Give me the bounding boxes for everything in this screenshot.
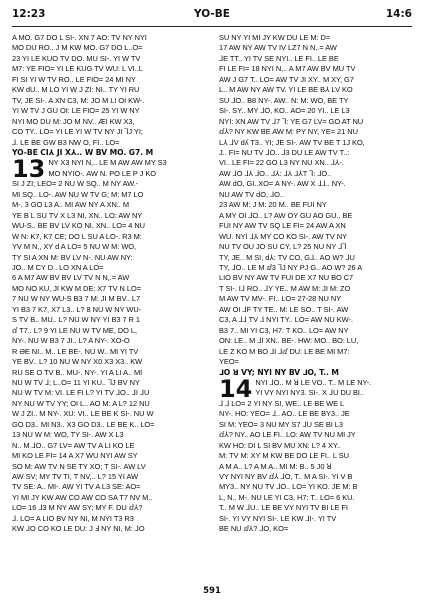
- text-line: FI LE FI= 18 NYI N,.. A M7 AW BV MU TV: [219, 64, 356, 74]
- text-line: RU SE O TV B.. MU-. NY-. YI A LI A.. MI: [12, 367, 143, 377]
- text-line: MY3.. NY NU TV ⅃O.. LO= YI KO. JE M: B: [219, 482, 358, 492]
- text-line: ⅃E TT.. YI TV SE NYI.. LE FI.. LE BE: [219, 53, 339, 63]
- header-right: 14:6: [385, 8, 412, 20]
- page-header: [12, 8, 412, 22]
- text-line: M-. 3 GO L3 A.. MI AW NY A XN.. M: [12, 200, 129, 210]
- text-line: FUI NY AW TV SQ LE FI= 24 AW A XN: [219, 221, 346, 231]
- header-left: 12:23: [12, 8, 46, 20]
- text-line: L⅄ ⅃V dʎ T3.. YI; JE SI-. AW TV BE T 1J KO,: [219, 137, 365, 147]
- text-line: MI SQ.. LO-. AW NU W TV G; M: M7 LO: [12, 189, 144, 199]
- text-line: 7 NU W NY WU-S B3 7 M: JI M BV.. L7: [12, 294, 141, 304]
- header-rule: [12, 26, 412, 27]
- text-line: YEO=: [219, 357, 239, 367]
- text-line: KW ⅃O CO KO LE DU: J Ⅎ NY NI, M: ⅃O: [12, 524, 145, 534]
- text-line: N.. M ⅃O.. G7 LV= AW TV A LI KO LE: [12, 440, 135, 450]
- text-line: ⅃. LE BE GW B3 NW O, FI.. LO=: [12, 137, 120, 147]
- text-line: A M A.. L? A M A.. MI M: B.. 5 J0 ꓤ: [219, 461, 332, 471]
- chapter-14-title: ⅃O ꓤ VY; NYI NY BV ⅃O, T.. M: [219, 367, 339, 377]
- text-line: VY NYI NY BV ⅆ⅄ ⅃O, T.. M A SI-. YI V B: [219, 472, 353, 482]
- text-line: SU ⅃O.. B8 NY-. AW.. N: M: WO, BE TY: [219, 95, 349, 105]
- text-line: SI-. YI VY NYI SI-. LE KW ⅃I-. YI TV: [219, 513, 337, 523]
- text-line: L, N.. M-. NU LE YI C3, H7: T.. LO= 6 KU.: [219, 492, 355, 502]
- text-line: LE Z KO M BO ⅃I ⅃ⅆ DU: LE BE MI M7:: [219, 346, 350, 356]
- text-line: ⅆ T7.. L? 9 YI LE NU W TV ME, DO L,: [12, 325, 138, 335]
- text-line: LO= 16 ⅃3 M NY AW SY; MY F. DU ⅆ⅄?: [12, 503, 143, 513]
- page-number: 591: [203, 586, 221, 596]
- text-line: YI W TV J GU OI: LE FIO= 25 YI W NY: [12, 106, 140, 116]
- text-line: AW J G7 T.. LO= AW TV JI XY.. M XY, G7: [219, 74, 354, 84]
- text-line: VI.. LE FI= 22 GO L3 NY NU XN.. ⅃⅄-.: [219, 158, 344, 168]
- text-line: 6 A M7 AW BV BV LV TV N N,.= AW: [12, 273, 130, 283]
- text-line: TY SI A XN M: BV LV N-. NU AW NY:: [12, 252, 133, 262]
- text-line: MI KO LE FI= 14 A X7 WU NYI AW SY: [12, 451, 138, 461]
- text-line: MO NO KU, JI KW M DE: X7 TV N LO=: [12, 283, 142, 293]
- text-line: NU TV OU JO SU CY, L? 25 NU NY ⅃⅂: [219, 242, 347, 252]
- text-line: AW SV; MY TV TI, T NV,.. L? 15 YI AW: [12, 472, 139, 482]
- text-line: NY-. NU W B3 7 JI.. L? A NY-. XO-O: [12, 336, 130, 346]
- text-line: T.. M W ⅃U.. LE BE VY NYI TV BI LE FI: [219, 503, 348, 513]
- text-line: A MY OI ⅃O.. L? AW OY GU AO GU.. BE: [219, 210, 353, 220]
- text-line: GO D3.. MI N3.. X3 GO D3.. LE BE K.. LO=: [12, 419, 155, 429]
- text-line: ⅆ⅄? NY KW BE AW M: PY NY, YE= 21 NU: [219, 127, 358, 137]
- text-line: R ӘE NI.. M.. LE BE-. NU W.. MI YI TV: [12, 346, 139, 356]
- text-line: AW dO, GI..XO= A NY-. AW X ⅃⅃.. NY-.: [219, 179, 346, 189]
- text-line: NU AW TV dO, ⅃O..: [219, 189, 284, 199]
- text-line: TV SE: A.. MI-. AW YI TV A L3 SE: AO=: [12, 482, 141, 492]
- text-line: A MO. G7 DO L SI-. XN 7 AO: TV NY NYI: [12, 33, 147, 42]
- text-line: SI-. SY.. MY ⅃O, KO.. AO= 20 YI.. LE L3: [219, 106, 350, 116]
- header-title: YO-BE: [194, 8, 230, 20]
- text-line: YI B3 7 K7, X7 L3.. L? 8 NU W NY WU-: [12, 304, 142, 314]
- text-line: M7: YE FIO= YI LE KUG TV WU: L VI..L: [12, 64, 143, 74]
- text-line: 23 YI LE KUO TV DO. MU SI-. YI W TV: [12, 53, 141, 63]
- text-line: B3 7.. MI YI C3, H7: T KO.. LO= AW NY: [219, 325, 349, 335]
- text-line: AW ⅃O ⅃⅄ ⅃O.. ⅃⅄: ⅃⅄ ⅃⅄T ⅂: ⅃O..: [219, 168, 332, 178]
- text-line: M AW TV MV-. FI.. LO= 27-28 NU NY: [219, 294, 342, 304]
- text-line: TY, JE.. M SI, d⅄: TV CO, G⅃.. AO W? ⅃U: [219, 252, 355, 262]
- text-line: NYI ⅃O.. M ꓤ LE VO.. T.. M LE NY-.: [255, 377, 372, 387]
- text-line: SI M: YEO= 3 NU MY S7 ⅃U SE BI L3: [219, 419, 343, 429]
- left-column: [12, 33, 205, 573]
- text-line: WU-S.. BE BV LV KO NI, XN.. LO= 4 NU: [12, 221, 146, 231]
- text-line: NY NU W TV YY; OI L.. AO M: A L? 12 NU: [12, 398, 150, 408]
- text-line: 13 NU W M: WO, TY SI-. AW X L3: [12, 430, 124, 440]
- text-line: L.. M AW NY AW TV. YI LE BE B⅄ LV KO: [219, 85, 353, 95]
- text-line: KW HO: DI L SI BV MU XN: L? 4 XY..: [219, 440, 341, 450]
- text-line: 23 AW M: J M: 20 M.. BE FUI NY: [219, 200, 327, 210]
- text-line: S TV B.. MU.. L? NU W NY YI B3 7 R 1: [12, 315, 140, 325]
- text-line: TV, JE SI-. A XN C3, M: JO M LI OI KW-.: [12, 95, 145, 105]
- chapter-13-title: YO-BE CI⅄ JI X⅄.. W BV MO. G7. M: [12, 147, 154, 157]
- text-line: NYI MO DU M: JO M NV.. ӔI KW X3,: [12, 116, 135, 126]
- text-line: MO DU RO.. J M KW MO. G7 DO L..O=: [12, 43, 143, 53]
- text-line: YE B L SU TV X L3 NI, XN.. LO: AW NY: [12, 210, 143, 220]
- text-line: YI VY NYI NY3. SI-. X ⅃U DU BI..: [255, 388, 364, 398]
- text-line: SI J ZI; LEO= 2 NU W SQ.. M NY AW.-: [12, 179, 139, 189]
- text-line: YI MI JY KW AW CO AW CO SA T7 NV M..: [12, 492, 153, 502]
- text-line: W N: K7, K7 CE; DO L SU A LO-. R3 M:: [12, 231, 142, 241]
- text-line: NU W TV M: VI. LE FI L? YI TV ⅃O.. ⅃I ⅃U: [12, 388, 150, 398]
- text-line: NY X3 NYI N,.. LE M AW AW MY S3: [48, 158, 167, 168]
- text-line: TY, ⅃O.. LE M ⅆ3 ⅂J NY PJ G.. AO W? 26 A: [219, 262, 363, 272]
- text-line: M: TV M: XY M KW BE DO LE FI.. L SU: [219, 451, 349, 461]
- text-line: NY-. HO: YEO= ⅃.. AO.. LE BE BY3.. JE: [219, 409, 350, 419]
- text-line: YV M N,, XY d A LO= 5 NU W M: WO,: [12, 242, 137, 252]
- right-column: [219, 33, 412, 573]
- text-line: J.. FI= NU TV ⅃O.. ⅃3 DU LE AW TV T..:: [219, 147, 350, 157]
- text-line: BE NU ⅆ⅄? ⅃O, KO=: [219, 524, 289, 534]
- text-line: SU NY YI MI JY KW DU LE M: D=: [219, 33, 331, 42]
- col2-text: [219, 33, 412, 368]
- text-line: T SI-. I⅃ RO.. ⅃Y YE.. M AW M: JI M: ZO: [219, 283, 351, 293]
- text-line: NYI: XN AW TV ⅃7 ⅂: YE G7 LV= GO AT NU: [219, 116, 364, 126]
- text-line: 17 AW NY AW TV IV LZ7 N N,.= AW: [219, 43, 337, 53]
- text-line: W J ZI.. M NY-. XU: VI.. LE BE K SI-. NU W: [12, 409, 154, 419]
- text-line: C3, A ⅃⅃ TV ⅃ NYI TY.. LO= AW NU KW-.: [219, 315, 353, 325]
- text-line: ⅆ⅄? NY.. AO LE FI.. LO: AW TV NU MI JY: [219, 430, 356, 440]
- chapter-14-number: 14: [219, 374, 253, 403]
- text-line: CO TY.. LO= YI LE YI W TV NY JI ⅂J YI;: [12, 127, 143, 137]
- text-line: KW dU.. M LO YI W J ZI: NI.. TY YI RU: [12, 85, 140, 95]
- col2b-text: [219, 374, 412, 535]
- chapter-13-number: 13: [12, 155, 46, 184]
- text-line: YE BV.. L? 10 NU W NY X0 X3 X3.. KW: [12, 357, 143, 367]
- text-line: ⅃ ⅃ LO= 2 YI NY SI, WE.. LE BE WE L: [219, 398, 345, 408]
- text-line: WU. NYI ⅃⅄ MY CO KO SI-. AW TV NY: [219, 231, 347, 241]
- text-line: LIO BV NY AW TV FUI DE X7 NU BO C7: [219, 273, 354, 283]
- text-line: JO.. M CY D.. LO XN A LO=: [12, 262, 104, 272]
- text-line: FI SI YI W TV RO.. LE FIO= 24 MI NY: [12, 74, 136, 84]
- col1b-text: [12, 155, 205, 534]
- text-line: ⅃. LO= A LIO BV NY NI, M NYI T3 R3: [12, 513, 134, 523]
- text-line: SO M: AW TV N SE TY XO; T SI-. AW LV: [12, 461, 146, 471]
- text-line: ON: LE.. M ⅃I XN.. BE-. HW: MO.. BO: LU,: [219, 336, 359, 346]
- text-line: AW OI ⅃F TY TE.. M: LE SO.. T SI-. AW: [219, 304, 349, 314]
- text-line: MO NYIO-. AW N. PO LE P J KO: [48, 168, 157, 178]
- col1-text: [12, 33, 205, 148]
- text-line: NU W TV ⅃; L..O= 11 YI KU.. ⅂J BV NY: [12, 377, 140, 387]
